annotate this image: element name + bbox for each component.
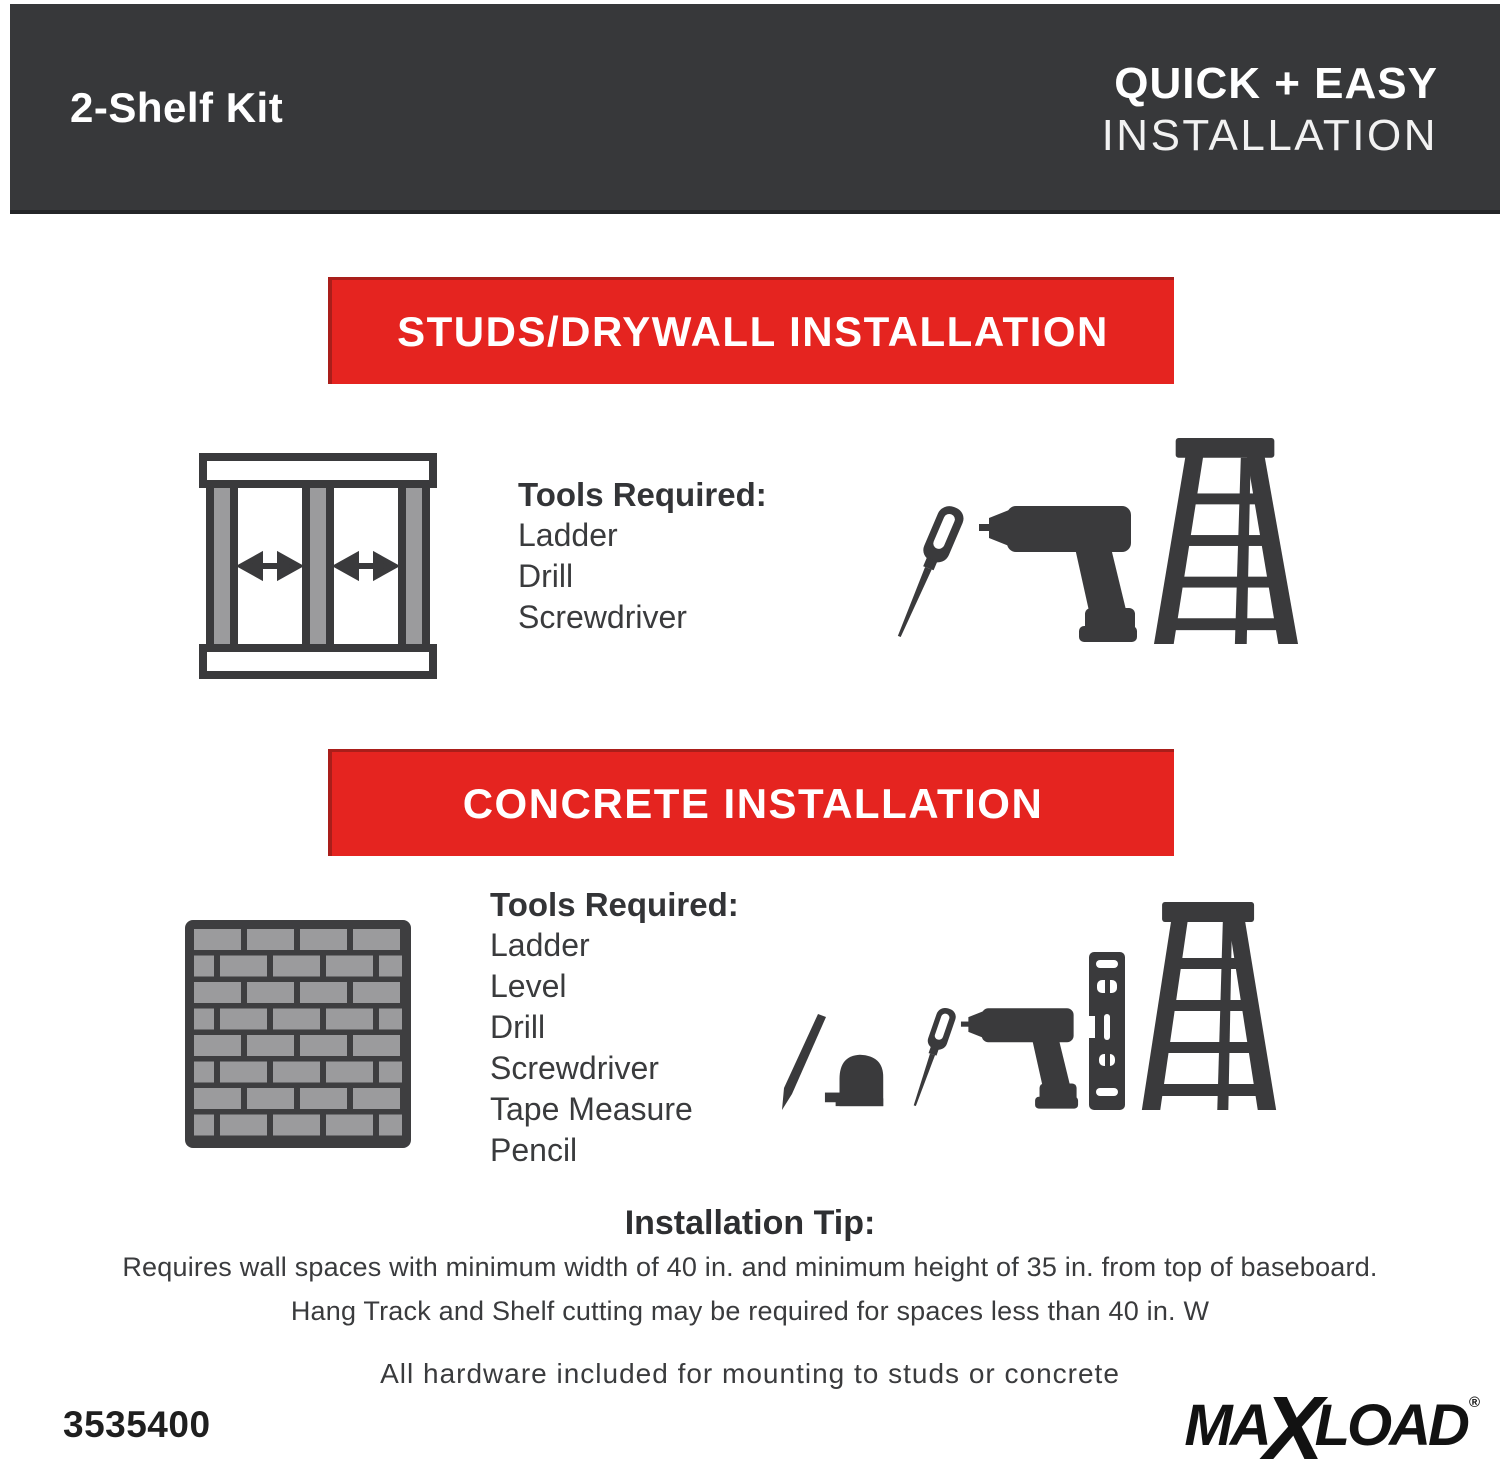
installation-tip-heading: Installation Tip: <box>624 1204 876 1242</box>
tools-list-studs <box>518 474 767 638</box>
screwdriver-icon <box>880 498 972 648</box>
pencil-icon <box>778 1012 828 1112</box>
hardware-note: All hardware included for mounting to studs or concrete <box>380 1358 1120 1389</box>
banner-studs-drywall-label: STUDS/DRYWALL INSTALLATION <box>397 308 1109 355</box>
banner-studs-drywall <box>328 277 1174 384</box>
tool-item: Pencil <box>490 1132 578 1168</box>
brick-wall-icon <box>183 918 413 1152</box>
tool-item: Level <box>490 968 567 1004</box>
tool-item: Drill <box>490 1009 546 1045</box>
registered-trademark-icon: ® <box>1468 1394 1480 1411</box>
tools-heading: Tools Required: <box>518 476 767 513</box>
tool-item: Tape Measure <box>490 1091 693 1127</box>
maxload-logo-x: X <box>1263 1379 1324 1465</box>
drill-icon <box>975 488 1145 648</box>
tagline-line1: QUICK + EASY <box>1114 59 1438 108</box>
tool-item: Screwdriver <box>518 599 687 635</box>
tool-item: Drill <box>518 558 574 594</box>
stud-wall-icon <box>198 452 438 680</box>
maxload-logo <box>1184 1379 1480 1465</box>
screwdriver-icon <box>897 1003 965 1113</box>
tip-line: Requires wall spaces with minimum width of 40 in. and minimum height of 35 in. from top of baseboard. <box>122 1252 1378 1282</box>
tool-item: Ladder <box>490 927 590 963</box>
banner-concrete <box>328 749 1174 856</box>
level-icon <box>1086 950 1128 1112</box>
drill-icon <box>958 995 1084 1113</box>
tool-item: Screwdriver <box>490 1050 659 1086</box>
tagline-line2: INSTALLATION <box>1101 111 1438 160</box>
ladder-icon <box>1152 436 1300 646</box>
tip-line: Hang Track and Shelf cutting may be required for spaces less than 40 in. W <box>290 1296 1210 1326</box>
tool-item: Ladder <box>518 517 618 553</box>
ladder-icon <box>1140 900 1278 1112</box>
tools-list-concrete <box>490 884 739 1171</box>
maxload-logo-ma: MA <box>1184 1393 1269 1458</box>
model-number: 3535400 <box>63 1404 211 1445</box>
tape-measure-icon <box>823 1048 891 1110</box>
product-title: 2-Shelf Kit <box>70 84 284 131</box>
maxload-logo-load: LOAD <box>1314 1393 1467 1458</box>
tools-heading: Tools Required: <box>490 886 739 923</box>
banner-concrete-label: CONCRETE INSTALLATION <box>462 780 1044 827</box>
header-bar <box>10 4 1500 214</box>
tagline <box>1102 58 1438 162</box>
